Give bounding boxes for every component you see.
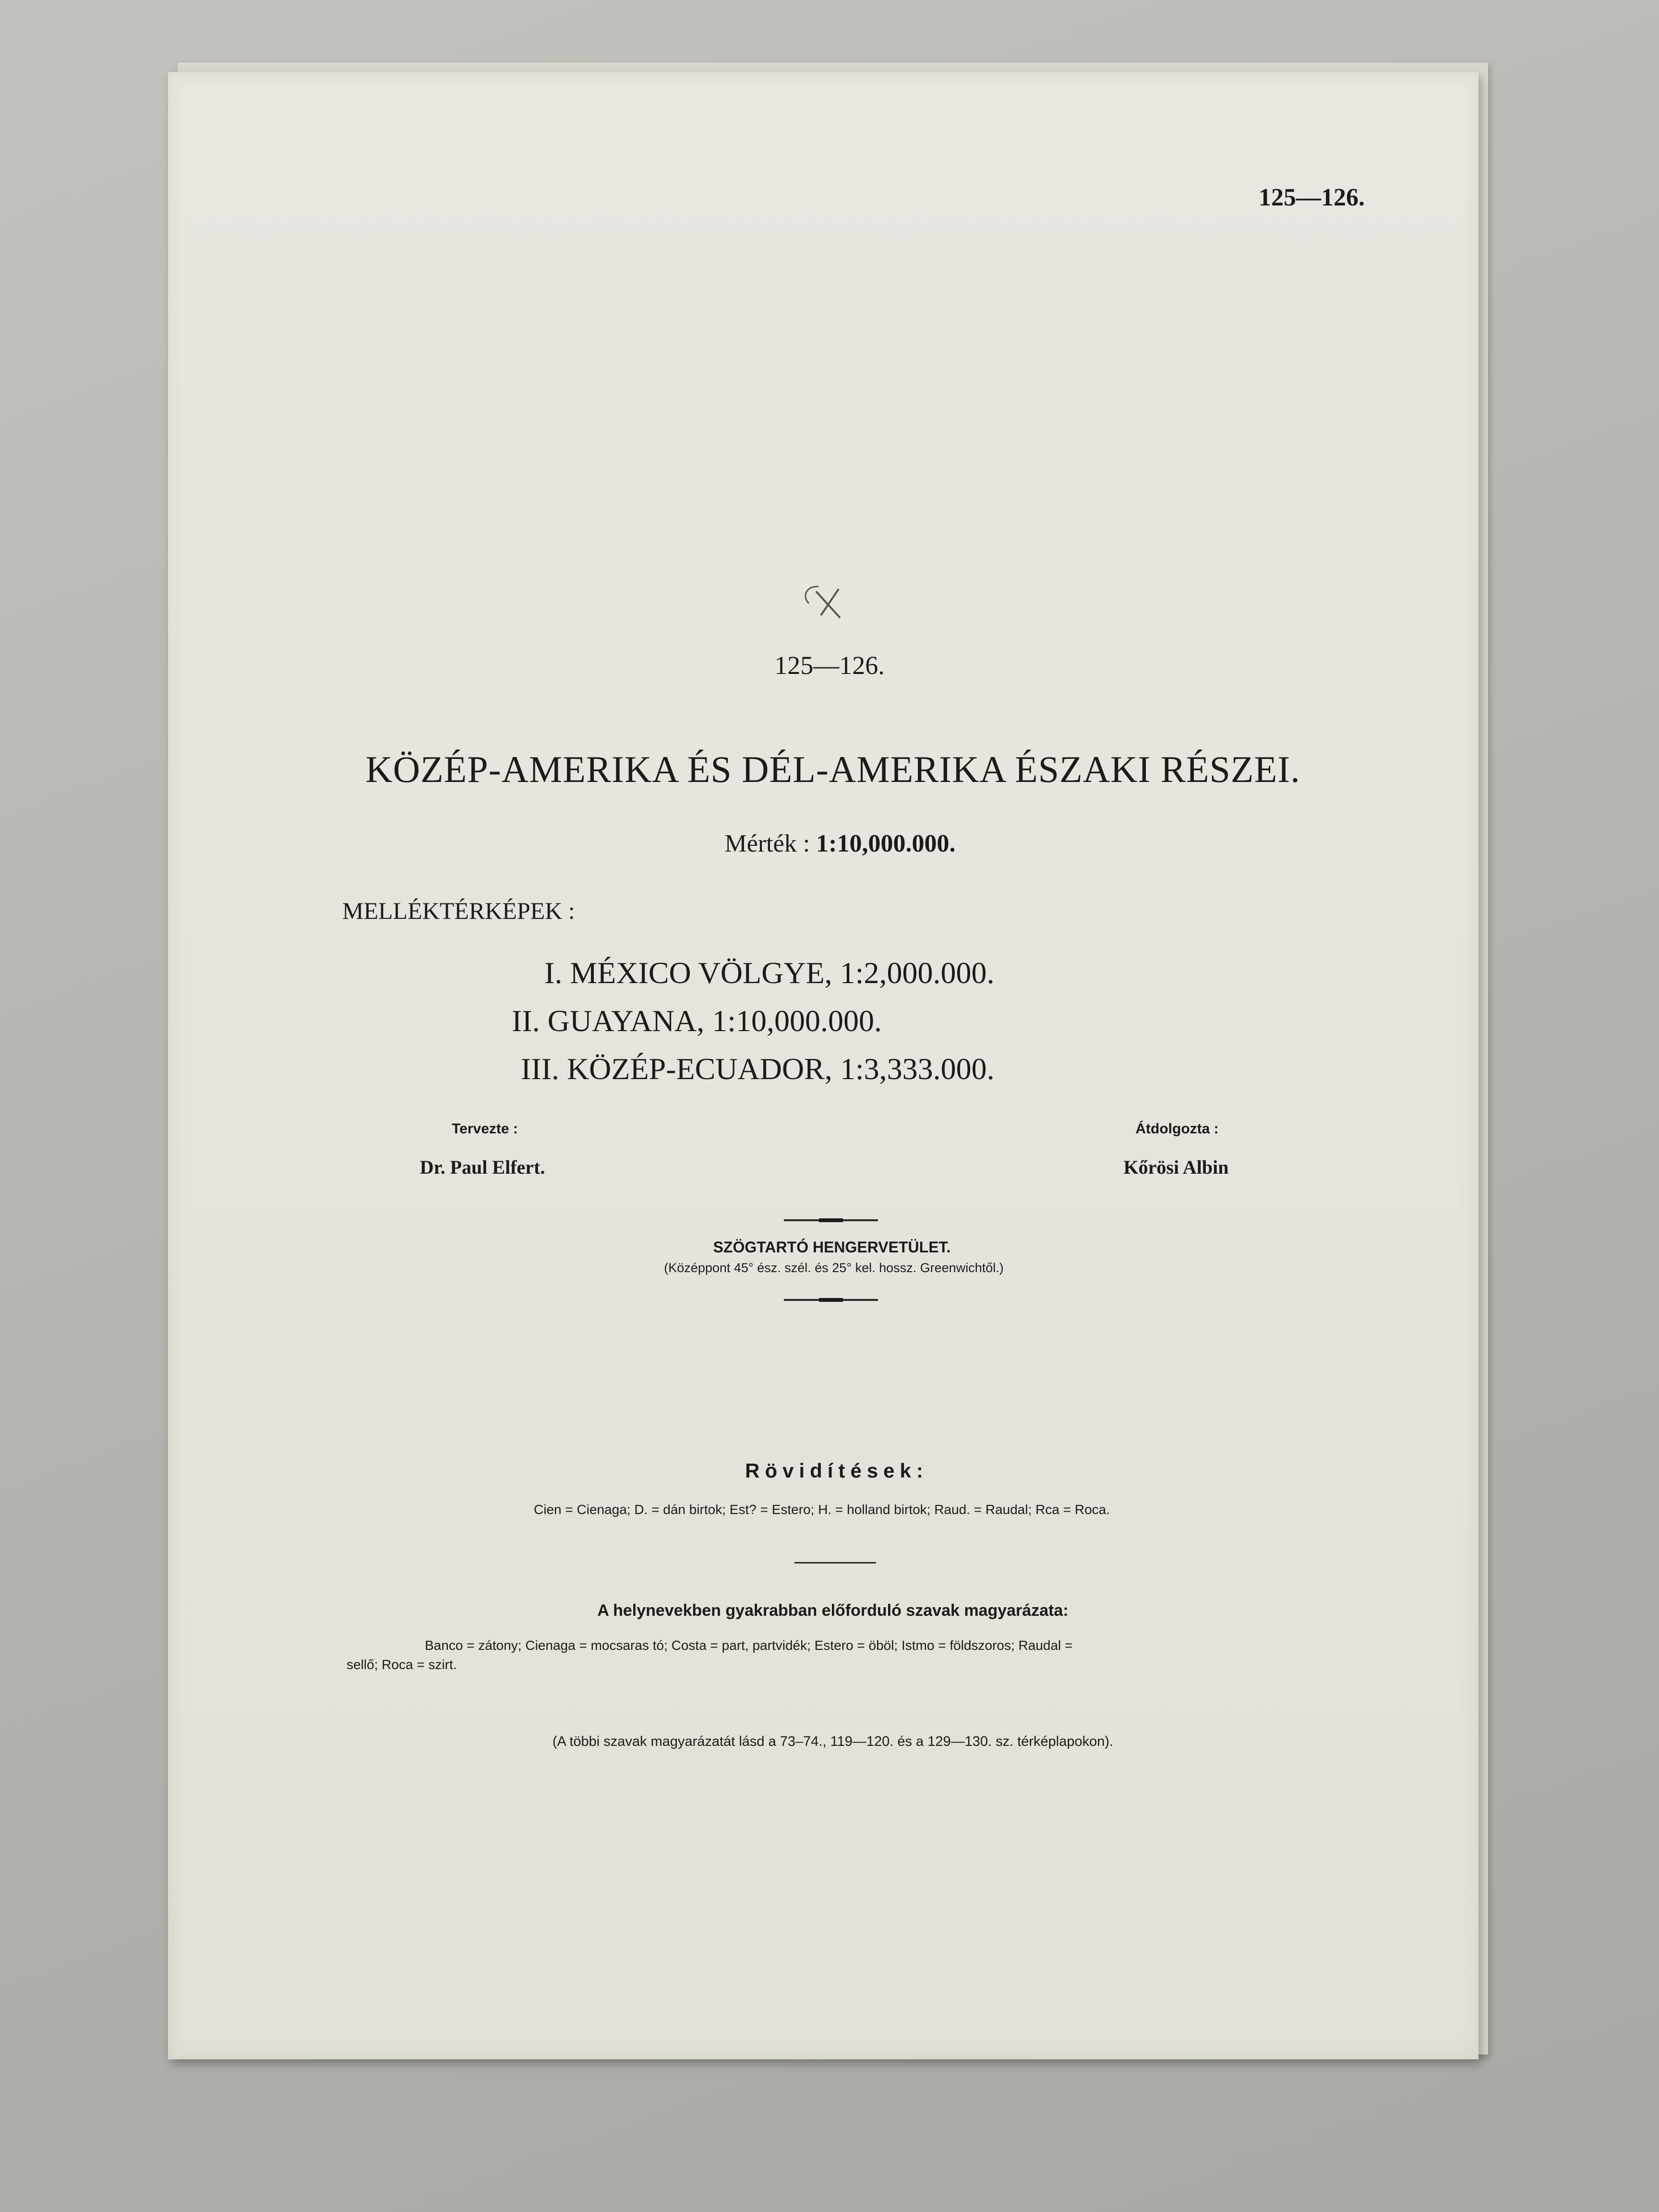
inset-item-1: I. MÉXICO VÖLGYE, 1:2,000.000. [544, 956, 995, 990]
scale-line [725, 830, 956, 858]
glossary-line-1: Banco = zátony; Cienaga = mocsaras tó; Costa = part, partvidék; Estero = öböl; Istmo = földszoros; Raudal = [425, 1638, 1073, 1653]
divider-bottom-center [819, 1298, 843, 1302]
projection-name: SZÖGTARTÓ HENGERVETÜLET. [713, 1238, 951, 1256]
abbreviations-heading: Rövidítések: [745, 1459, 928, 1482]
projection-detail: (Középpont 45° ész. szél. és 25° kel. hossz. Greenwichtől.) [664, 1261, 1004, 1275]
glossary-heading: A helynevekben gyakrabban előforduló szavak magyarázata: [597, 1601, 1069, 1620]
page-title: KÖZÉP-AMERIKA ÉS DÉL-AMERIKA ÉSZAKI RÉSZEI. [365, 748, 1300, 790]
designed-label: Tervezte : [452, 1121, 518, 1137]
divider-top-center [819, 1218, 843, 1222]
revised-name: Kőrösi Albin [1123, 1156, 1229, 1178]
inset-item-3: III. KÖZÉP-ECUADOR, 1:3,333.000. [521, 1052, 995, 1086]
inset-item-2: II. GUAYANA, 1:10,000.000. [512, 1004, 882, 1038]
glossary-line-2: sellő; Roca = szirt. [347, 1657, 457, 1672]
insets-heading: MELLÉKTÉRKÉPEK : [342, 897, 575, 924]
page-number-top: 125—126. [1259, 184, 1365, 211]
handwritten-x-mark [799, 582, 852, 625]
abbreviations-line: Cien = Cienaga; D. = dán birtok; Est? = Estero; H. = holland birtok; Raud. = Raudal; Rca = Roca. [534, 1502, 1110, 1517]
scale-label: Mérték : [724, 830, 810, 857]
footnote: (A többi szavak magyarázatát lásd a 73–74., 119—120. és a 129—130. sz. térképlapokon). [552, 1734, 1114, 1749]
scale-value: 1:10,000.000. [816, 830, 956, 857]
divider-glossary [794, 1562, 876, 1563]
revised-label: Átdolgozta : [1135, 1121, 1219, 1137]
designed-name: Dr. Paul Elfert. [420, 1156, 545, 1178]
page-number: 125—126. [774, 651, 885, 680]
